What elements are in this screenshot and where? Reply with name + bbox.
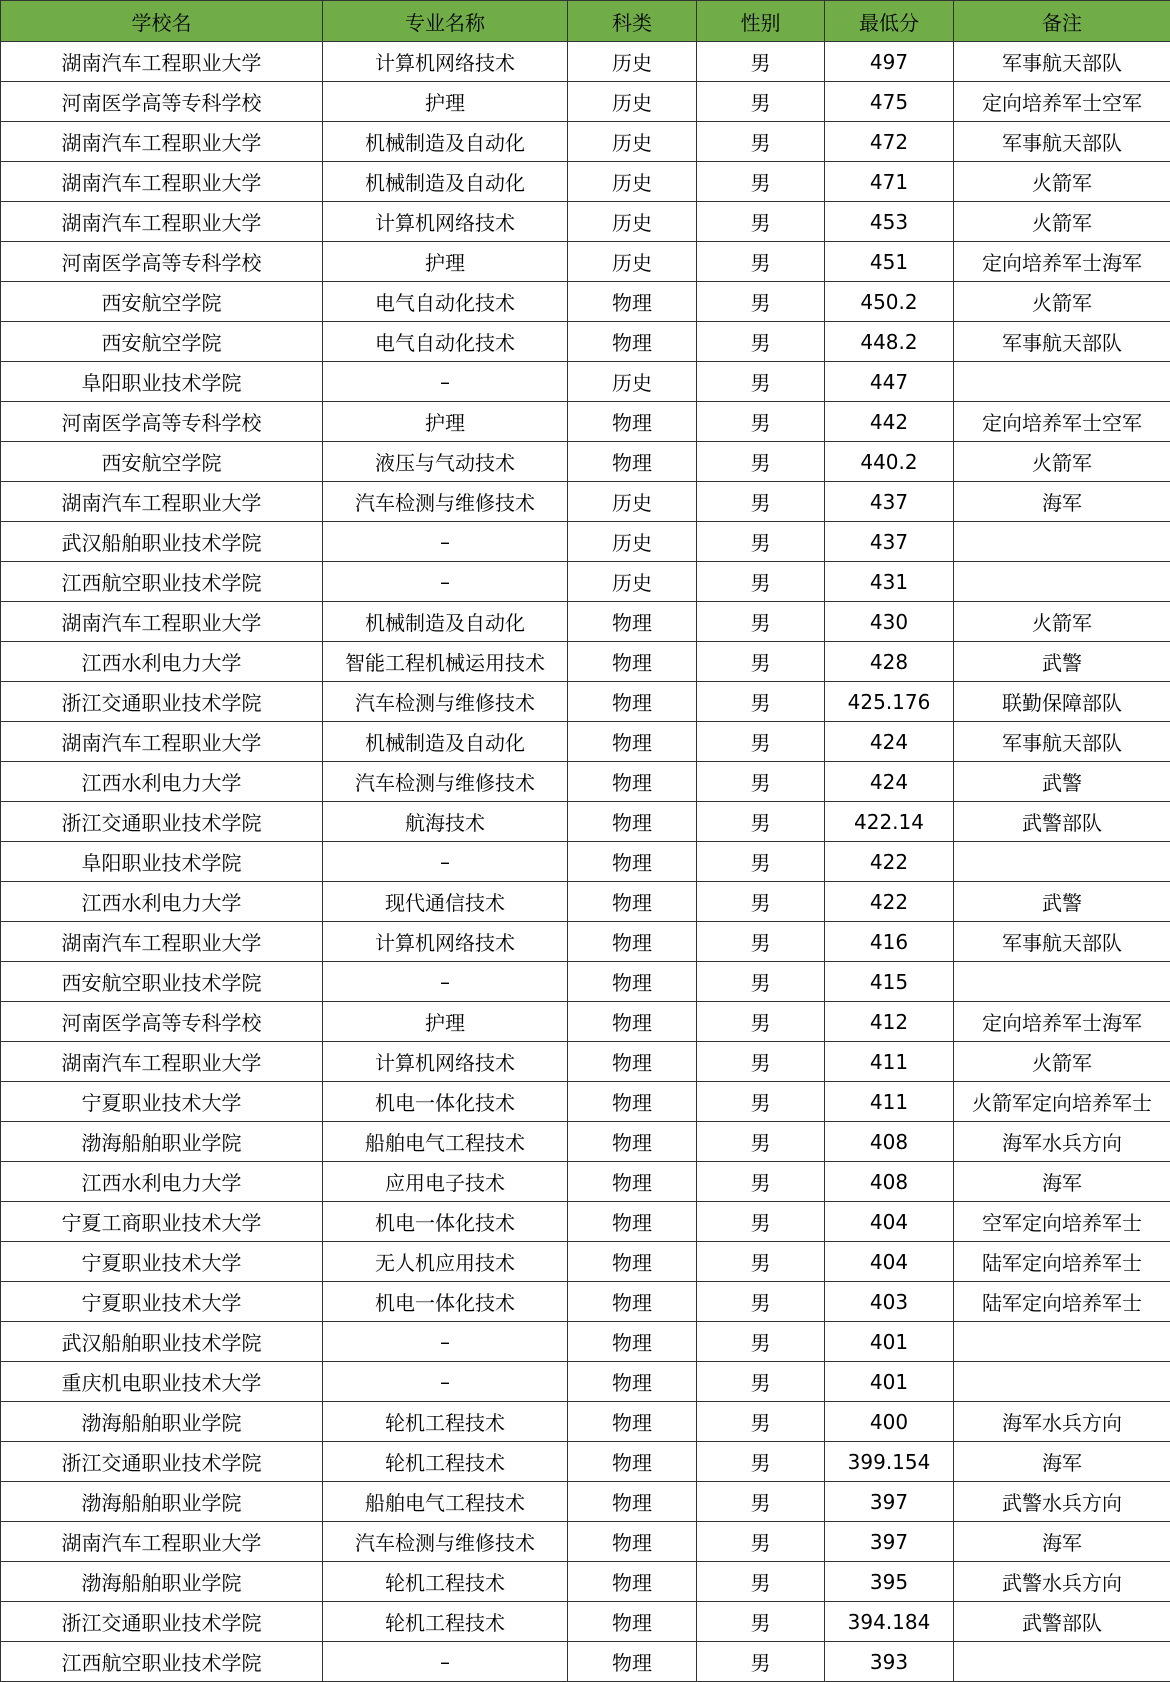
major-cell: 护理 (323, 402, 568, 442)
remark-cell: 火箭军 (954, 602, 1170, 642)
school-cell: 湖南汽车工程职业大学 (1, 1522, 323, 1562)
subject-type-cell: 历史 (568, 482, 697, 522)
school-cell: 西安航空学院 (1, 442, 323, 482)
min-score-cell: 404 (825, 1242, 954, 1282)
school-cell: 浙江交通职业技术学院 (1, 1602, 323, 1642)
remark-cell: 海军 (954, 1442, 1170, 1482)
remark-cell: 武警 (954, 642, 1170, 682)
school-cell: 浙江交通职业技术学院 (1, 682, 323, 722)
remark-cell: 火箭军 (954, 442, 1170, 482)
school-cell: 湖南汽车工程职业大学 (1, 162, 323, 202)
major-cell: – (323, 562, 568, 602)
gender-cell: 男 (697, 1002, 825, 1042)
major-cell: 轮机工程技术 (323, 1602, 568, 1642)
major-cell: 计算机网络技术 (323, 1042, 568, 1082)
major-cell: 机械制造及自动化 (323, 602, 568, 642)
school-cell: 宁夏职业技术大学 (1, 1082, 323, 1122)
major-cell: 机电一体化技术 (323, 1202, 568, 1242)
gender-cell: 男 (697, 522, 825, 562)
subject-type-cell: 物理 (568, 722, 697, 762)
major-cell: – (323, 842, 568, 882)
gender-cell: 男 (697, 762, 825, 802)
table-row (1, 202, 1170, 242)
table-row (1, 1562, 1170, 1602)
gender-cell: 男 (697, 842, 825, 882)
remark-cell: 火箭军 (954, 1042, 1170, 1082)
min-score-cell: 422 (825, 842, 954, 882)
min-score-cell: 394.184 (825, 1602, 954, 1642)
major-cell: 汽车检测与维修技术 (323, 1522, 568, 1562)
table-row (1, 602, 1170, 642)
remark-cell: 武警水兵方向 (954, 1482, 1170, 1522)
school-cell: 浙江交通职业技术学院 (1, 802, 323, 842)
school-cell: 湖南汽车工程职业大学 (1, 722, 323, 762)
gender-cell: 男 (697, 122, 825, 162)
table-row (1, 962, 1170, 1002)
major-cell: – (323, 522, 568, 562)
major-cell: 电气自动化技术 (323, 322, 568, 362)
gender-cell: 男 (697, 1562, 825, 1602)
subject-type-cell: 历史 (568, 42, 697, 82)
min-score-cell: 497 (825, 42, 954, 82)
remark-cell (954, 522, 1170, 562)
table-row (1, 1162, 1170, 1202)
gender-cell: 男 (697, 922, 825, 962)
min-score-cell: 393 (825, 1642, 954, 1682)
min-score-cell: 399.154 (825, 1442, 954, 1482)
subject-type-cell: 历史 (568, 162, 697, 202)
remark-cell: 武警部队 (954, 1602, 1170, 1642)
min-score-cell: 408 (825, 1162, 954, 1202)
school-cell: 浙江交通职业技术学院 (1, 1442, 323, 1482)
remark-cell: 武警水兵方向 (954, 1562, 1170, 1602)
min-score-cell: 453 (825, 202, 954, 242)
min-score-cell: 397 (825, 1482, 954, 1522)
subject-type-cell: 物理 (568, 1002, 697, 1042)
gender-cell: 男 (697, 362, 825, 402)
remark-cell: 定向培养军士海军 (954, 242, 1170, 282)
school-cell: 武汉船舶职业技术学院 (1, 522, 323, 562)
min-score-cell: 424 (825, 722, 954, 762)
min-score-cell: 450.2 (825, 282, 954, 322)
gender-cell: 男 (697, 1242, 825, 1282)
school-cell: 西安航空学院 (1, 322, 323, 362)
table-row (1, 1282, 1170, 1322)
table-row (1, 1242, 1170, 1282)
remark-cell: 武警 (954, 762, 1170, 802)
gender-cell: 男 (697, 1122, 825, 1162)
min-score-cell: 415 (825, 962, 954, 1002)
school-cell: 渤海船舶职业学院 (1, 1402, 323, 1442)
header-row (1, 1, 1170, 42)
remark-cell: 海军水兵方向 (954, 1122, 1170, 1162)
school-cell: 江西航空职业技术学院 (1, 562, 323, 602)
major-cell: 轮机工程技术 (323, 1402, 568, 1442)
school-cell: 西安航空学院 (1, 282, 323, 322)
table-row (1, 1322, 1170, 1362)
subject-type-cell: 物理 (568, 1202, 697, 1242)
subject-type-cell: 物理 (568, 882, 697, 922)
remark-cell: 海军水兵方向 (954, 1402, 1170, 1442)
remark-cell: 定向培养军士海军 (954, 1002, 1170, 1042)
table-row (1, 402, 1170, 442)
min-score-cell: 431 (825, 562, 954, 602)
min-score-cell: 442 (825, 402, 954, 442)
remark-cell (954, 562, 1170, 602)
remark-cell: 军事航天部队 (954, 322, 1170, 362)
remark-cell: 定向培养军士空军 (954, 82, 1170, 122)
school-cell: 西安航空职业技术学院 (1, 962, 323, 1002)
school-cell: 宁夏职业技术大学 (1, 1282, 323, 1322)
gender-cell: 男 (697, 1362, 825, 1402)
min-score-cell: 424 (825, 762, 954, 802)
major-cell: 护理 (323, 242, 568, 282)
gender-cell: 男 (697, 402, 825, 442)
major-cell: 电气自动化技术 (323, 282, 568, 322)
major-cell: – (323, 362, 568, 402)
table-row (1, 82, 1170, 122)
min-score-cell: 425.176 (825, 682, 954, 722)
min-score-cell: 451 (825, 242, 954, 282)
table-row (1, 1002, 1170, 1042)
table-row (1, 642, 1170, 682)
gender-cell: 男 (697, 1162, 825, 1202)
major-cell: 无人机应用技术 (323, 1242, 568, 1282)
table-row (1, 362, 1170, 402)
school-cell: 河南医学高等专科学校 (1, 82, 323, 122)
remark-cell (954, 842, 1170, 882)
subject-type-cell: 物理 (568, 1242, 697, 1282)
remark-cell: 定向培养军士空军 (954, 402, 1170, 442)
min-score-cell: 397 (825, 1522, 954, 1562)
min-score-cell: 447 (825, 362, 954, 402)
gender-cell: 男 (697, 1282, 825, 1322)
school-cell: 河南医学高等专科学校 (1, 242, 323, 282)
min-score-cell: 401 (825, 1322, 954, 1362)
major-cell: 轮机工程技术 (323, 1442, 568, 1482)
major-cell: 机械制造及自动化 (323, 162, 568, 202)
table-row (1, 1362, 1170, 1402)
subject-type-cell: 物理 (568, 1282, 697, 1322)
subject-type-cell: 物理 (568, 1522, 697, 1562)
min-score-cell: 430 (825, 602, 954, 642)
major-cell: – (323, 962, 568, 1002)
table-row (1, 242, 1170, 282)
table-row (1, 122, 1170, 162)
major-cell: – (323, 1362, 568, 1402)
school-cell: 湖南汽车工程职业大学 (1, 482, 323, 522)
table-row (1, 1122, 1170, 1162)
gender-cell: 男 (697, 1442, 825, 1482)
gender-cell: 男 (697, 242, 825, 282)
major-cell: 智能工程机械运用技术 (323, 642, 568, 682)
min-score-cell: 400 (825, 1402, 954, 1442)
gender-cell: 男 (697, 322, 825, 362)
table-row (1, 1082, 1170, 1122)
remark-cell: 火箭军 (954, 162, 1170, 202)
remark-cell: 陆军定向培养军士 (954, 1282, 1170, 1322)
min-score-cell: 403 (825, 1282, 954, 1322)
major-cell: 计算机网络技术 (323, 922, 568, 962)
subject-type-cell: 历史 (568, 202, 697, 242)
header-subject-type: 科类 (568, 1, 697, 42)
remark-cell: 军事航天部队 (954, 122, 1170, 162)
min-score-cell: 437 (825, 522, 954, 562)
subject-type-cell: 物理 (568, 762, 697, 802)
subject-type-cell: 物理 (568, 602, 697, 642)
table-row (1, 1482, 1170, 1522)
subject-type-cell: 历史 (568, 82, 697, 122)
major-cell: 轮机工程技术 (323, 1562, 568, 1602)
remark-cell: 武警 (954, 882, 1170, 922)
school-cell: 湖南汽车工程职业大学 (1, 922, 323, 962)
min-score-cell: 401 (825, 1362, 954, 1402)
major-cell: 机电一体化技术 (323, 1282, 568, 1322)
min-score-cell: 472 (825, 122, 954, 162)
remark-cell: 火箭军 (954, 202, 1170, 242)
gender-cell: 男 (697, 1642, 825, 1682)
min-score-cell: 422 (825, 882, 954, 922)
major-cell: 汽车检测与维修技术 (323, 482, 568, 522)
table-row (1, 882, 1170, 922)
min-score-cell: 475 (825, 82, 954, 122)
major-cell: 计算机网络技术 (323, 202, 568, 242)
remark-cell (954, 1362, 1170, 1402)
subject-type-cell: 物理 (568, 842, 697, 882)
subject-type-cell: 物理 (568, 682, 697, 722)
table-row (1, 1642, 1170, 1682)
school-cell: 重庆机电职业技术大学 (1, 1362, 323, 1402)
gender-cell: 男 (697, 482, 825, 522)
remark-cell: 空军定向培养军士 (954, 1202, 1170, 1242)
remark-cell: 海军 (954, 1162, 1170, 1202)
school-cell: 江西水利电力大学 (1, 642, 323, 682)
subject-type-cell: 物理 (568, 1362, 697, 1402)
table-row (1, 1442, 1170, 1482)
subject-type-cell: 物理 (568, 1642, 697, 1682)
table-row (1, 1202, 1170, 1242)
gender-cell: 男 (697, 442, 825, 482)
min-score-cell: 411 (825, 1082, 954, 1122)
table-row (1, 922, 1170, 962)
gender-cell: 男 (697, 1482, 825, 1522)
table-row (1, 522, 1170, 562)
table-row (1, 562, 1170, 602)
remark-cell: 军事航天部队 (954, 42, 1170, 82)
min-score-cell: 422.14 (825, 802, 954, 842)
remark-cell: 海军 (954, 482, 1170, 522)
school-cell: 湖南汽车工程职业大学 (1, 122, 323, 162)
gender-cell: 男 (697, 1402, 825, 1442)
table-row (1, 442, 1170, 482)
subject-type-cell: 历史 (568, 122, 697, 162)
header-gender: 性别 (697, 1, 825, 42)
major-cell: 航海技术 (323, 802, 568, 842)
subject-type-cell: 物理 (568, 962, 697, 1002)
subject-type-cell: 物理 (568, 922, 697, 962)
subject-type-cell: 物理 (568, 1402, 697, 1442)
school-cell: 湖南汽车工程职业大学 (1, 42, 323, 82)
min-score-cell: 411 (825, 1042, 954, 1082)
remark-cell: 军事航天部队 (954, 922, 1170, 962)
school-cell: 宁夏工商职业技术大学 (1, 1202, 323, 1242)
major-cell: 汽车检测与维修技术 (323, 682, 568, 722)
subject-type-cell: 物理 (568, 1602, 697, 1642)
gender-cell: 男 (697, 1202, 825, 1242)
major-cell: 船舶电气工程技术 (323, 1482, 568, 1522)
min-score-cell: 404 (825, 1202, 954, 1242)
min-score-cell: 416 (825, 922, 954, 962)
gender-cell: 男 (697, 202, 825, 242)
gender-cell: 男 (697, 162, 825, 202)
min-score-cell: 437 (825, 482, 954, 522)
subject-type-cell: 物理 (568, 442, 697, 482)
header-school: 学校名 (1, 1, 323, 42)
major-cell: 计算机网络技术 (323, 42, 568, 82)
min-score-cell: 428 (825, 642, 954, 682)
remark-cell: 联勤保障部队 (954, 682, 1170, 722)
subject-type-cell: 历史 (568, 522, 697, 562)
gender-cell: 男 (697, 722, 825, 762)
major-cell: 机械制造及自动化 (323, 122, 568, 162)
gender-cell: 男 (697, 562, 825, 602)
remark-cell (954, 1322, 1170, 1362)
gender-cell: 男 (697, 1082, 825, 1122)
subject-type-cell: 物理 (568, 1322, 697, 1362)
school-cell: 江西水利电力大学 (1, 882, 323, 922)
remark-cell: 火箭军 (954, 282, 1170, 322)
table-row (1, 42, 1170, 82)
major-cell: 机电一体化技术 (323, 1082, 568, 1122)
gender-cell: 男 (697, 42, 825, 82)
remark-cell (954, 962, 1170, 1002)
min-score-cell: 412 (825, 1002, 954, 1042)
table-row (1, 1522, 1170, 1562)
table-row (1, 282, 1170, 322)
major-cell: 现代通信技术 (323, 882, 568, 922)
remark-cell: 陆军定向培养军士 (954, 1242, 1170, 1282)
school-cell: 渤海船舶职业学院 (1, 1482, 323, 1522)
remark-cell: 火箭军定向培养军士 (954, 1082, 1170, 1122)
table-row (1, 722, 1170, 762)
subject-type-cell: 物理 (568, 802, 697, 842)
major-cell: 机械制造及自动化 (323, 722, 568, 762)
remark-cell (954, 1642, 1170, 1682)
remark-cell: 军事航天部队 (954, 722, 1170, 762)
gender-cell: 男 (697, 1322, 825, 1362)
remark-cell (954, 362, 1170, 402)
subject-type-cell: 物理 (568, 1562, 697, 1602)
header-major: 专业名称 (323, 1, 568, 42)
school-cell: 湖南汽车工程职业大学 (1, 1042, 323, 1082)
table-header (1, 1, 1170, 42)
subject-type-cell: 历史 (568, 562, 697, 602)
major-cell: 护理 (323, 82, 568, 122)
remark-cell: 海军 (954, 1522, 1170, 1562)
school-cell: 江西水利电力大学 (1, 1162, 323, 1202)
gender-cell: 男 (697, 802, 825, 842)
gender-cell: 男 (697, 882, 825, 922)
table-row (1, 322, 1170, 362)
school-cell: 江西航空职业技术学院 (1, 1642, 323, 1682)
gender-cell: 男 (697, 962, 825, 1002)
min-score-cell: 395 (825, 1562, 954, 1602)
min-score-cell: 440.2 (825, 442, 954, 482)
table-row (1, 802, 1170, 842)
gender-cell: 男 (697, 1602, 825, 1642)
min-score-cell: 471 (825, 162, 954, 202)
school-cell: 渤海船舶职业学院 (1, 1122, 323, 1162)
gender-cell: 男 (697, 1042, 825, 1082)
table-row (1, 682, 1170, 722)
school-cell: 河南医学高等专科学校 (1, 402, 323, 442)
gender-cell: 男 (697, 682, 825, 722)
school-cell: 湖南汽车工程职业大学 (1, 202, 323, 242)
header-remark: 备注 (954, 1, 1170, 42)
subject-type-cell: 历史 (568, 362, 697, 402)
gender-cell: 男 (697, 82, 825, 122)
major-cell: 液压与气动技术 (323, 442, 568, 482)
table-row (1, 1402, 1170, 1442)
gender-cell: 男 (697, 1522, 825, 1562)
major-cell: 应用电子技术 (323, 1162, 568, 1202)
min-score-cell: 408 (825, 1122, 954, 1162)
school-cell: 河南医学高等专科学校 (1, 1002, 323, 1042)
subject-type-cell: 物理 (568, 1482, 697, 1522)
major-cell: 汽车检测与维修技术 (323, 762, 568, 802)
table-row (1, 842, 1170, 882)
school-cell: 渤海船舶职业学院 (1, 1562, 323, 1602)
subject-type-cell: 历史 (568, 242, 697, 282)
subject-type-cell: 物理 (568, 1162, 697, 1202)
major-cell: 船舶电气工程技术 (323, 1122, 568, 1162)
major-cell: – (323, 1642, 568, 1682)
subject-type-cell: 物理 (568, 282, 697, 322)
subject-type-cell: 物理 (568, 1042, 697, 1082)
gender-cell: 男 (697, 602, 825, 642)
school-cell: 阜阳职业技术学院 (1, 842, 323, 882)
subject-type-cell: 物理 (568, 322, 697, 362)
subject-type-cell: 物理 (568, 1442, 697, 1482)
school-cell: 阜阳职业技术学院 (1, 362, 323, 402)
table-row (1, 1042, 1170, 1082)
major-cell: – (323, 1322, 568, 1362)
subject-type-cell: 物理 (568, 1122, 697, 1162)
school-cell: 宁夏职业技术大学 (1, 1242, 323, 1282)
min-score-cell: 448.2 (825, 322, 954, 362)
school-cell: 湖南汽车工程职业大学 (1, 602, 323, 642)
gender-cell: 男 (697, 642, 825, 682)
major-cell: 护理 (323, 1002, 568, 1042)
school-cell: 武汉船舶职业技术学院 (1, 1322, 323, 1362)
table-row (1, 762, 1170, 802)
table-body (1, 42, 1170, 1682)
remark-cell: 武警部队 (954, 802, 1170, 842)
subject-type-cell: 物理 (568, 402, 697, 442)
table-row (1, 162, 1170, 202)
header-min-score: 最低分 (825, 1, 954, 42)
subject-type-cell: 物理 (568, 642, 697, 682)
gender-cell: 男 (697, 282, 825, 322)
school-cell: 江西水利电力大学 (1, 762, 323, 802)
table-row (1, 482, 1170, 522)
subject-type-cell: 物理 (568, 1082, 697, 1122)
table-row (1, 1602, 1170, 1642)
